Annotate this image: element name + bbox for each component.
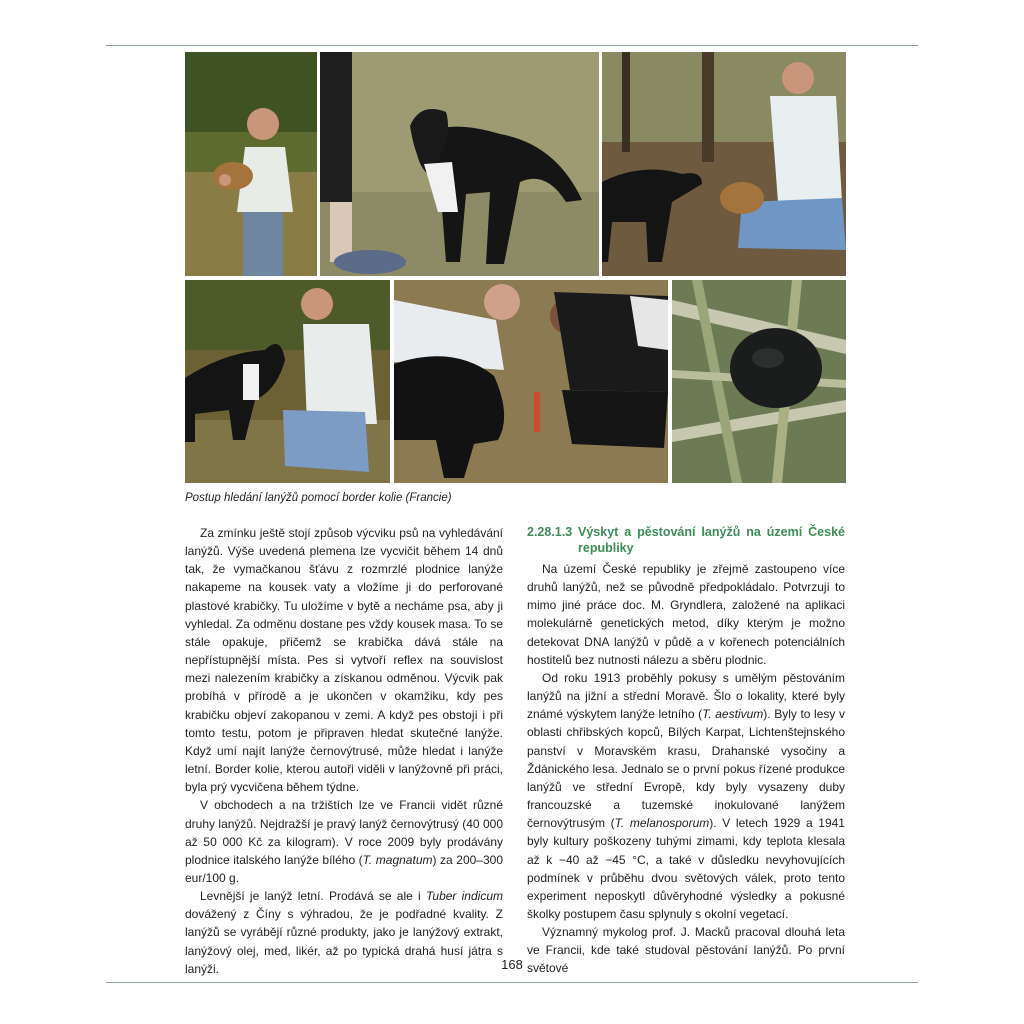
paragraph-macku: Významný mykolog prof. J. Macků pracoval dlouhá leta ve Francii, kde také studoval pěstování lanýžů. Po první světové xyxy=(527,925,845,976)
paragraph-moravia-experiments: Od roku 1913 proběhly pokusy s umělým pěstováním lanýžů na jižní a střední Moravě. Šlo o lokality, které byly známé výskytem lanýže letního (T. aestivum). Byly to lesy v oblasti chřibských kopců, Bílých Karpat, Lichtenštejnského panství v Moravském krasu, Drahanské vysočiny a Ždánického lesa. Jednalo se o první pokus řízené produkce lanýžů ve střední Evropě, kdy byly vysazeny duby francouzské a tuzemské inokulované lanýžem černovýtrusým (T. melanosporum). V letech 1929 a 1941 byly kultury poškozeny tuhými zimami, kdy teplota klesala až k −40 až −45 °C, a také v důsledku nevyhovujících podmínek v průběhu dvou světových válek, proto tento experiment neposkytl důvěryhodné výsledky a pokusné školky postupem času splynuly s okolní vegetací. xyxy=(527,670,845,921)
man-with-basket-photo xyxy=(185,52,317,276)
paragraph-truffle-market: V obchodech a na tržištích lze ve Francii vidět různé druhy lanýžů. Nejdražší je pravý lanýž černovýtrusý (40 000 až 50 000 Kč za kilogram). V roce 2009 byly prodávány plodnice italského lanýže bílého (T. magnatum) za 200–300 eur/100 g. xyxy=(185,798,504,885)
top-rule xyxy=(106,45,918,46)
digging-truffle-photo xyxy=(394,280,668,483)
bottom-rule xyxy=(106,982,918,983)
man-rewarding-dog-photo xyxy=(185,280,390,483)
page-number: 168 xyxy=(501,957,523,972)
man-kneeling-with-dog-photo xyxy=(602,52,846,276)
section-title-text: Výskyt a pěstování lanýžů na území České republiky xyxy=(578,525,845,555)
paragraph-dog-training: Za zmínku ještě stojí způsob výcviku psů na vyhledávání lanýžů. Výše uvedená plemena lze vycvičit během 14 dnů tak, že vymačkanou šťávu z rozmrzlé plodnice lanýže nakapeme na kousek vaty a vložíme ji do perforované plastové krabičky. Tu uložíme v bytě a necháme psa, aby ji vyhledal. Za odměnu dostane pes vždy kousek masa. To se stále opakuje, přičemž se krabička dává stále na nepřístupnější místa. Pes si vytvoří reflex na souvislost mezi nalezením krabičky a získanou odměnou. Výcvik pak probíhá v přírodě a je ukončen v okamžiku, kdy pes krabičku objeví zakopanou v zemi. A když pes obstojí i při tomto testu, potom je připraven hledat skutečné lanýže. Když umí najít lanýže černovýtrusé, může hledat i lanýže letní. Border kolie, kterou autoři viděli v lanýžovně při práci, byla prý vycvičena během týdne. xyxy=(185,526,503,795)
border-collie-photo xyxy=(320,52,599,276)
section-heading xyxy=(527,524,845,556)
section-number: 2.28.1.3 xyxy=(527,525,573,539)
paragraph-czech-occurrence: Na území České republiky je zřejmě zastoupeno více druhů lanýžů, než se původně předpokládalo. Potvrzují to mimo jiné práce doc. M. Gryndlera, založené na aplikaci molekulárně genetických metod, díky kterým je možno detekovat DNA lanýžů v půdě a v kořenech potenciálních hostitelů bez nutnosti nálezu a sběru plodnic. xyxy=(527,562,845,667)
left-text-column xyxy=(185,524,503,978)
paragraph-truffle-products: Levnější je lanýž letní. Prodává se ale i Tuber indicum dovážený z Číny s výhradou, že je podřadné kvality. Z lanýžů se vyrábějí různé produkty, jako je lanýžový extrakt, lanýžový olej, med, likér, až po typická drahá husí játra s lanýži. xyxy=(185,889,503,976)
black-truffle-photo xyxy=(672,280,846,483)
figure-caption: Postup hledání lanýžů pomocí border kolie (Francie) xyxy=(185,492,452,504)
right-text-column xyxy=(527,524,845,978)
